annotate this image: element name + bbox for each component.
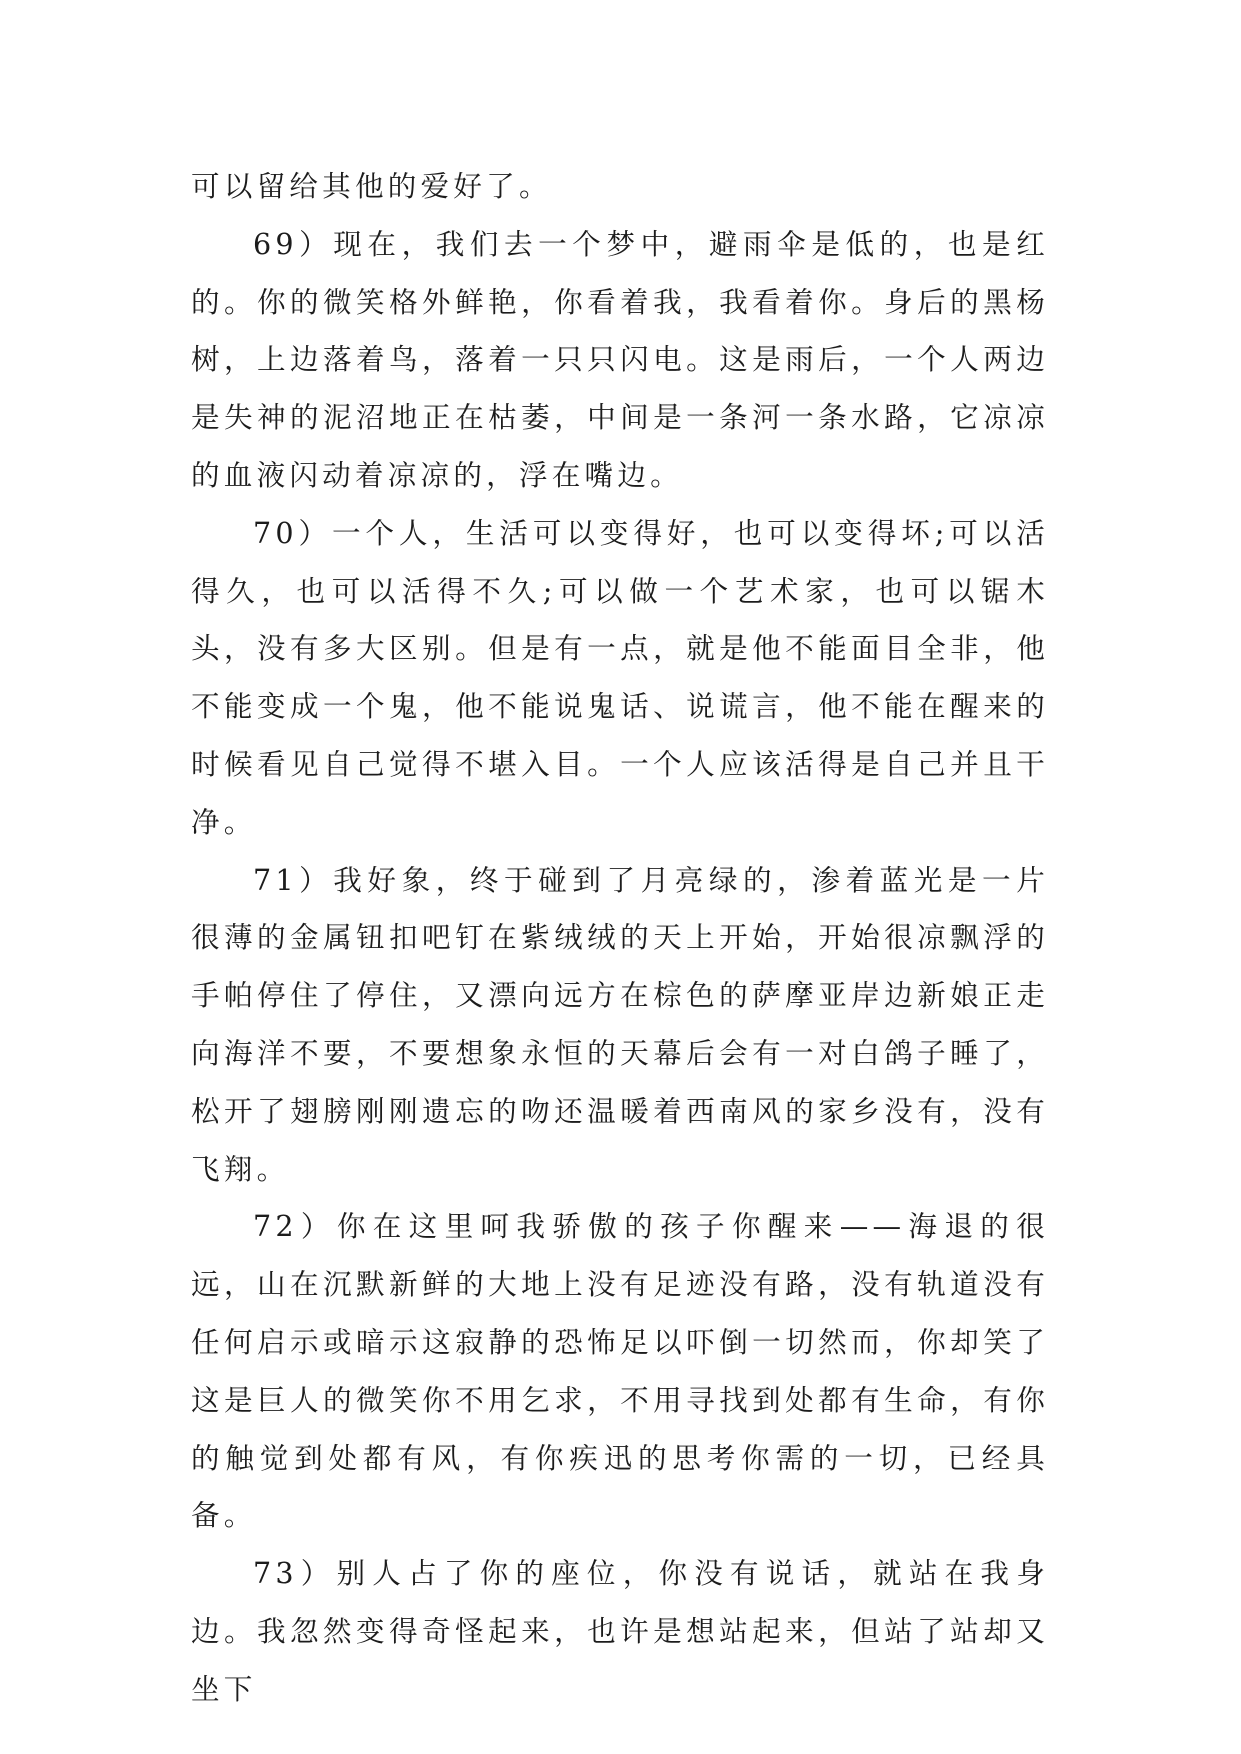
- paragraph-73: 73）别人占了你的座位，你没有说话，就站在我身边。我忽然变得奇怪起来，也许是想站起来，但站了站却又坐下: [191, 1556, 1049, 1706]
- paragraph-70: 70）一个人，生活可以变得好，也可以变得坏;可以活得久，也可以活得不久;可以做一个艺术家，也可以锯木头，没有多大区别。但是有一点，就是他不能面目全非，他不能变成一个鬼，他不能说鬼话、说谎言，他不能在醒来的时候看见自己觉得不堪入目。一个人应该活得是自己并且干净。: [191, 515, 1049, 839]
- paragraph-72: 72）你在这里呵我骄傲的孩子你醒来——海退的很远，山在沉默新鲜的大地上没有足迹没有路，没有轨道没有任何启示或暗示这寂静的恐怖足以吓倒一切然而，你却笑了这是巨人的微笑你不用乞求，不用寻找到处都有生命，有你的触觉到处都有风，有你疾迅的思考你需的一切，已经具备。: [191, 1209, 1049, 1533]
- paragraph-69: 69）现在，我们去一个梦中，避雨伞是低的，也是红的。你的微笑格外鲜艳，你看着我，我看着你。身后的黑杨树，上边落着鸟，落着一只只闪电。这是雨后，一个人两边是失神的泥沼地正在枯萎，中间是一条河一条水路，它凉凉的血液闪动着凉凉的，浮在嘴边。: [191, 226, 1049, 492]
- body-text: [191, 158, 1049, 1719]
- paragraph-71: 71）我好象，终于碰到了月亮绿的，渗着蓝光是一片很薄的金属钮扣吧钉在紫绒绒的天上开始，开始很凉飘浮的手帕停住了停住，又漂向远方在棕色的萨摩亚岸边新娘正走向海洋不要，不要想象永恒的天幕后会有一对白鸽子睡了，松开了翅膀刚刚遗忘的吻还温暖着西南风的家乡没有，没有飞翔。: [191, 862, 1049, 1186]
- paragraph-continuation: 可以留给其他的爱好了。: [191, 169, 552, 203]
